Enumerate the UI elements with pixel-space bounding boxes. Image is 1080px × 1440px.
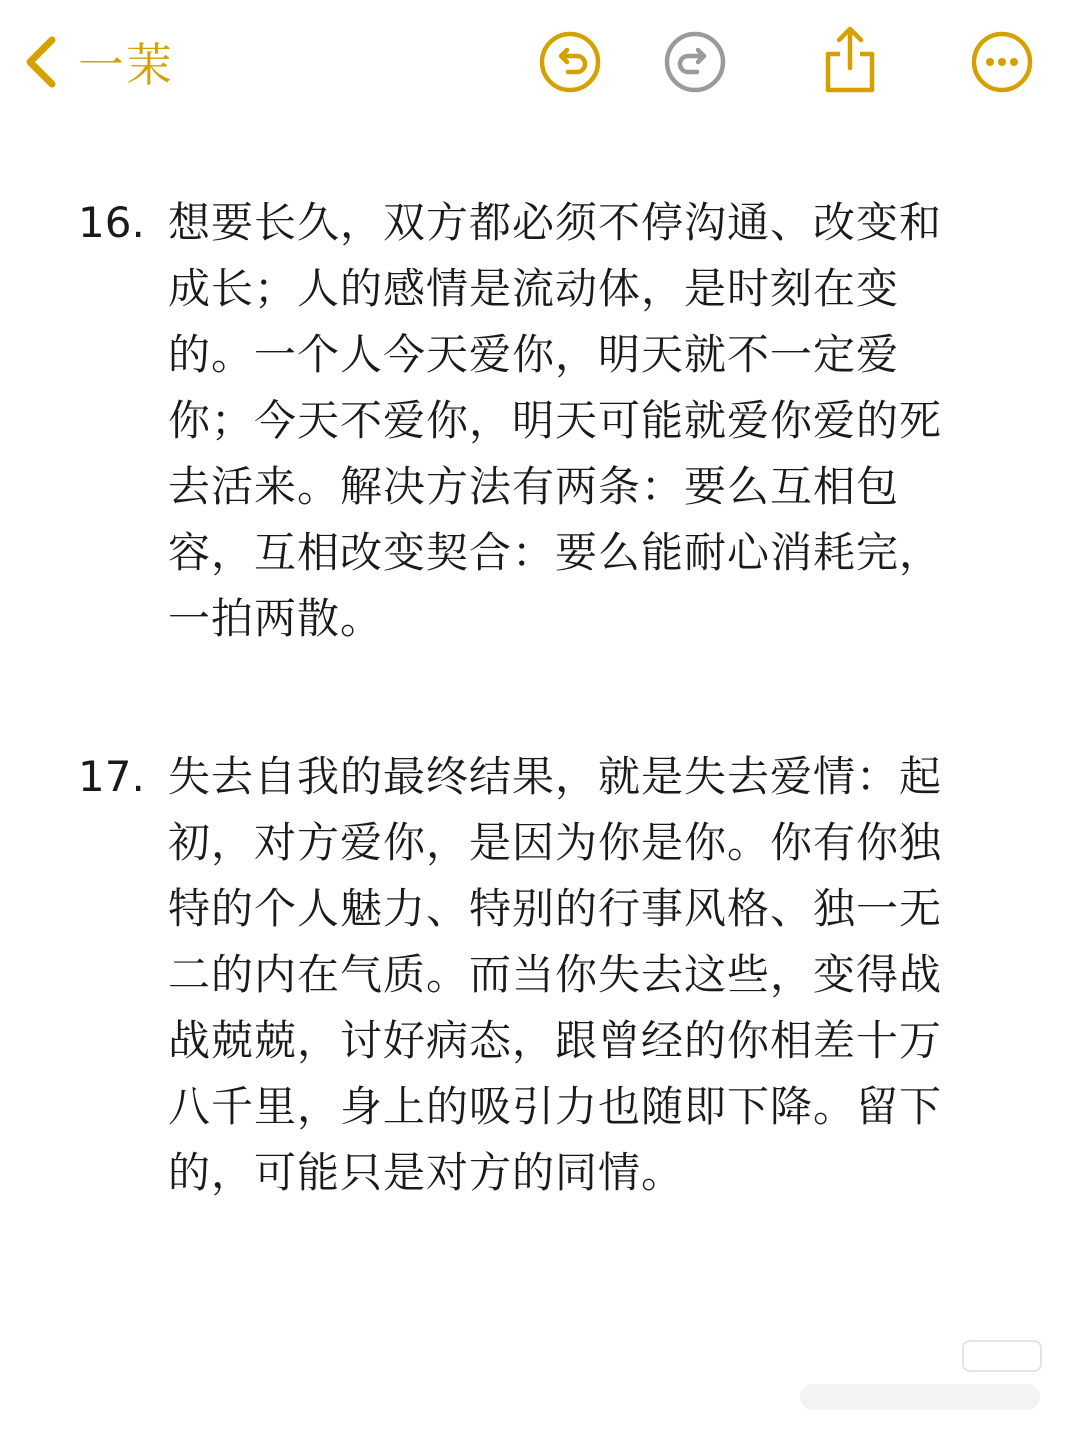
top-toolbar [0,0,1080,130]
redo-icon [663,30,727,94]
watermark-logo [962,1340,1042,1372]
undo-icon [538,30,602,94]
back-button[interactable] [18,22,174,102]
more-button[interactable] [970,30,1034,94]
note-item-17 [0,744,1080,1206]
chevron-left-icon [18,32,62,92]
item-text: 想要长久，双方都必须不停沟通、改变和成长；人的感情是流动体，是时刻在变的。一个人今天爱你，明天就不一定爱你；今天不爱你，明天可能就爱你爱的死去活来。解决方法有两条：要么互相包容，互相改变契合：要么能耐心消耗完，一拍两散。 [168,198,943,643]
note-body[interactable] [0,190,1080,1298]
redo-button[interactable] [663,30,727,94]
share-icon [818,24,882,96]
item-number: 16. [78,198,145,247]
home-indicator [800,1384,1040,1410]
more-icon [970,30,1034,94]
share-button[interactable] [818,24,882,96]
item-number: 17. [78,752,145,801]
undo-button[interactable] [538,30,602,94]
item-text: 失去自我的最终结果，就是失去爱情：起初，对方爱你，是因为你是你。你有你独特的个人魅力、特别的行事风格、独一无二的内在气质。而当你失去这些，变得战战兢兢，讨好病态，跟曾经的你相差十万八千里，身上的吸引力也随即下降。留下的，可能只是对方的同情。 [168,752,943,1197]
back-folder-title: 一茉 [78,38,174,92]
note-item-16 [0,190,1080,652]
